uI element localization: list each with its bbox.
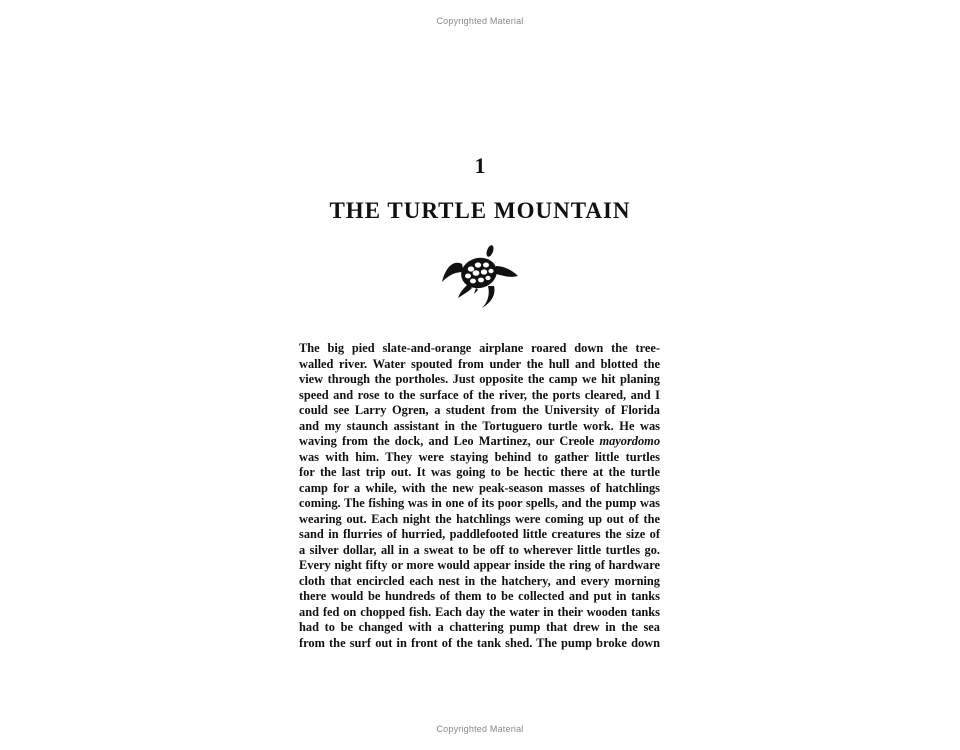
body-line: speed and rose to the surface of the river, the ports cleared, and I — [299, 387, 660, 402]
body-line-with-italic — [299, 434, 660, 450]
body-line: for the last trip out. It was going to be hectic there at the turtle — [299, 465, 660, 479]
body-line: Every night fifty or more would appear inside the ring of hardware — [299, 558, 660, 572]
copyright-watermark-top: Copyrighted Material — [436, 16, 524, 26]
chapter-body-text — [299, 341, 660, 651]
body-line: from the surf out in front of the tank shed. The pump broke down — [299, 635, 660, 650]
body-line: coming. The fishing was in one of its poor spells, and the pump was — [299, 496, 660, 510]
body-line: walled river. Water spouted from under the hull and blotted the — [299, 356, 660, 371]
italic-word: mayordomo — [599, 434, 661, 448]
body-line: was with him. They were staying behind to gather little turtles — [299, 449, 660, 464]
copyright-watermark-bottom: Copyrighted Material — [436, 724, 524, 734]
sea-turtle-icon — [440, 244, 520, 310]
body-line: and my staunch assistant in the Tortuguero turtle work. He was — [299, 418, 660, 433]
body-line-text: waving from the dock, and Leo Martinez, our Creole — [299, 434, 595, 448]
body-line: a silver dollar, all in a sweat to be off to wherever little turtles go. — [299, 542, 660, 557]
body-line: and fed on chopped fish. Each day the water in their wooden tanks — [299, 604, 660, 619]
body-line: sand in flurries of hurried, paddlefooted little creatures the size of — [299, 527, 660, 541]
body-line: camp for a while, with the new peak-season masses of hatchlings — [299, 480, 660, 495]
body-line: had to be changed with a chattering pump that drew in the sea — [299, 620, 660, 634]
body-line: view through the portholes. Just opposite the camp we hit planing — [299, 372, 660, 386]
chapter-number: 1 — [474, 153, 486, 178]
body-line: there would be hundreds of them to be collected and put in tanks — [299, 589, 660, 603]
body-line: could see Larry Ogren, a student from the University of Florida — [299, 403, 660, 417]
body-line: wearing out. Each night the hatchlings were coming up out of the — [299, 511, 660, 526]
body-line: The big pied slate-and-orange airplane roared down the tree- — [299, 341, 660, 355]
body-line: cloth that encircled each nest in the hatchery, and every morning — [299, 573, 660, 588]
chapter-title: THE TURTLE MOUNTAIN — [329, 198, 631, 223]
